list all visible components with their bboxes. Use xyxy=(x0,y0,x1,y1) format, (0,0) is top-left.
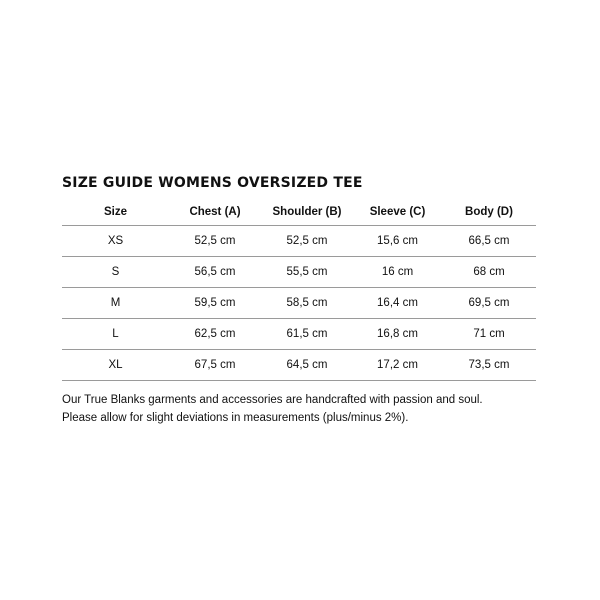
chest-cell: 62,5 cm xyxy=(169,319,261,350)
column-header-size: Size xyxy=(62,199,169,226)
measurement-note xyxy=(62,391,536,427)
size-table xyxy=(62,199,536,381)
chest-cell: 59,5 cm xyxy=(169,288,261,319)
table-row xyxy=(62,319,536,350)
size-cell: S xyxy=(62,257,169,288)
chest-cell: 56,5 cm xyxy=(169,257,261,288)
table-row xyxy=(62,226,536,257)
shoulder-cell: 58,5 cm xyxy=(261,288,353,319)
body-cell: 73,5 cm xyxy=(442,350,536,381)
column-header-shoulder: Shoulder (B) xyxy=(261,199,353,226)
column-header-sleeve: Sleeve (C) xyxy=(353,199,442,226)
size-cell: L xyxy=(62,319,169,350)
size-cell: XL xyxy=(62,350,169,381)
body-cell: 71 cm xyxy=(442,319,536,350)
chest-cell: 67,5 cm xyxy=(169,350,261,381)
chest-cell: 52,5 cm xyxy=(169,226,261,257)
note-line-2: Please allow for slight deviations in measurements (plus/minus 2%). xyxy=(62,412,409,424)
shoulder-cell: 64,5 cm xyxy=(261,350,353,381)
body-cell: 68 cm xyxy=(442,257,536,288)
shoulder-cell: 55,5 cm xyxy=(261,257,353,288)
table-header-row xyxy=(62,199,536,226)
sleeve-cell: 15,6 cm xyxy=(353,226,442,257)
table-row xyxy=(62,257,536,288)
sleeve-cell: 16,4 cm xyxy=(353,288,442,319)
size-cell: M xyxy=(62,288,169,319)
column-header-chest: Chest (A) xyxy=(169,199,261,226)
table-row xyxy=(62,350,536,381)
body-cell: 69,5 cm xyxy=(442,288,536,319)
column-header-body: Body (D) xyxy=(442,199,536,226)
sleeve-cell: 16,8 cm xyxy=(353,319,442,350)
table-row xyxy=(62,288,536,319)
shoulder-cell: 61,5 cm xyxy=(261,319,353,350)
size-cell: XS xyxy=(62,226,169,257)
shoulder-cell: 52,5 cm xyxy=(261,226,353,257)
note-line-1: Our True Blanks garments and accessories are handcrafted with passion and soul. xyxy=(62,394,483,406)
page-title: SIZE GUIDE WOMENS OVERSIZED TEE xyxy=(62,175,363,191)
sleeve-cell: 17,2 cm xyxy=(353,350,442,381)
sleeve-cell: 16 cm xyxy=(353,257,442,288)
body-cell: 66,5 cm xyxy=(442,226,536,257)
size-guide xyxy=(62,172,536,427)
